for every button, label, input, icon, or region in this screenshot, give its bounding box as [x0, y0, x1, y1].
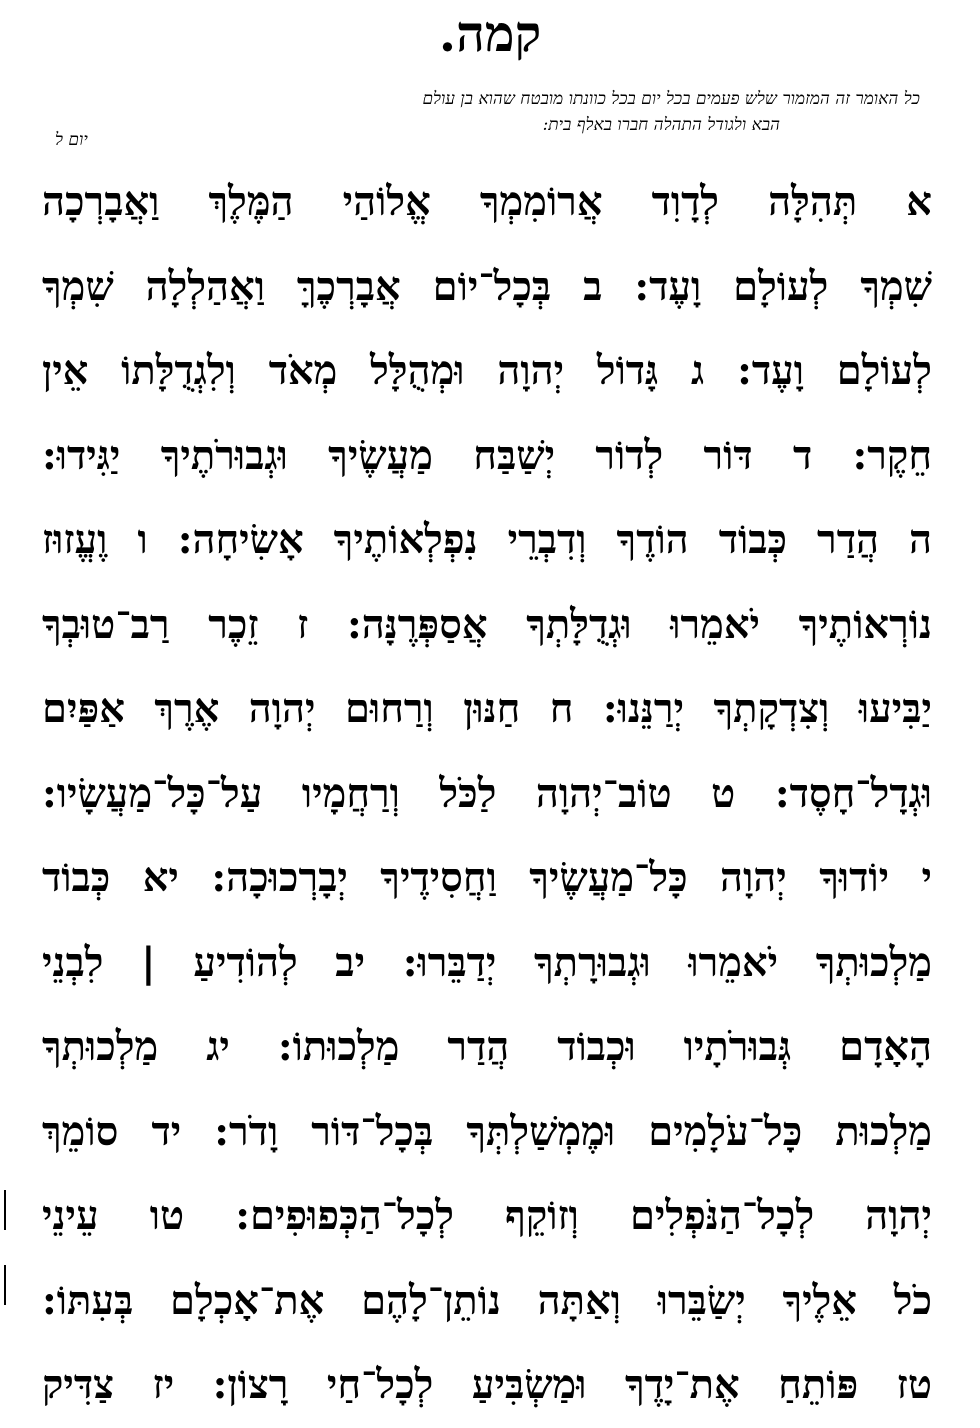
text-line-10: מַלְכוּתְךָ יֹאמֵרוּ וּגְבוּרָתְךָ יְדַבֵּרוּ: יב לְהוֹדִיעַ | לִבְנֵי — [42, 938, 932, 986]
text-line-7: יַבִּיעוּ וְצִדְקָתְךָ יְרַנֵּנוּ: ח חַנּוּן וְרַחוּם יְהוָה אֶרֶךְ אַפַּיִם — [42, 685, 932, 732]
text-line-4: חֵקֶר: ד דּוֹר לְדוֹר יְשַׁבַּח מַעֲשֶׂיךָ וּגְבוּרֹתֶיךָ יַגִּידוּ: — [42, 431, 932, 479]
text-line-11: הָאָדָם גְּבוּרֹתָיו וּכְבוֹד הֲדַר מַלְכוּתוֹ: יג מַלְכוּתְךָ — [42, 1023, 932, 1070]
page-edge-mark — [4, 1190, 20, 1230]
text-line-2: שִׁמְךָ לְעוֹלָם וָעֶד: ב בְּכָל־יוֹם אֲבָרְכֶךָּ וַאֲהַלְלָה שִׁמְךָ — [42, 262, 932, 310]
intro-line-2: הבא ולגודל התהלה חברו באלף בית: — [542, 115, 780, 135]
text-line-13: יְהוָה לְכָל־הַנֹּפְלִים וְזוֹקֵף לְכָל־הַכְּפוּפִים: טו עֵינֵי — [42, 1192, 932, 1239]
text-line-8: וּגְדָל־חָסֶד: ט טוֹב־יְהוָה לַכֹּל וְרַחֲמָיו עַל־כָּל־מַעֲשָׂיו: — [42, 769, 932, 817]
page-edge-mark — [4, 1265, 20, 1305]
psalm-body — [42, 160, 932, 1428]
chapter-title: קמה. — [438, 4, 542, 63]
text-line-9: י יוֹדוּךָ יְהוָה כָּל־מַעֲשֶׂיךָ וַחֲסִידֶיךָ יְבָרְכוּכָה: יא כְּבוֹד — [42, 854, 932, 901]
text-line-14: כֹל אֵלֶיךָ יְשַׂבֵּרוּ וְאַתָּה נוֹתֵן־לָהֶם אֶת־אָכְלָם בְּעִתּוֹ: — [42, 1276, 932, 1324]
text-line-15: טז פּוֹתֵחַ אֶת־יָדֶךָ וּמַשְׂבִּיעַ לְכָל־חַי רָצוֹן: יז צַדִּיק — [42, 1361, 932, 1408]
text-line-12: מַלְכוּת כָּל־עֹלָמִים וּמֶמְשַׁלְתְּךָ בְּכָל־דּוֹר וָדֹר: יד סוֹמֵךְ — [42, 1107, 932, 1155]
text-line-5: ה הֲדַר כְּבוֹד הוֹדֶךָ וְדִבְרֵי נִפְלְאוֹתֶיךָ אָשִׂיחָה: ו וֶעֱזוּז — [42, 516, 932, 563]
intro-note — [40, 86, 920, 138]
day-marker: יום ל — [55, 130, 88, 150]
text-line-3: לְעוֹלָם וָעֶד: ג גָּדוֹל יְהוָה וּמְהֻלָּל מְאֹד וְלִגְדֻלָּתוֹ אֵין — [42, 347, 932, 394]
intro-line-1: כל האומר זה המזמור שלש פעמים בכל יום בכל כוונתו מובטח שהוא בן עולם — [422, 89, 920, 109]
text-line-6: נוֹרְאוֹתֶיךָ יֹאמֵרוּ וּגְדֻלָּתְךָ אֲסַפְּרֶנָּה: ז זֵכֶר רַב־טוּבְךָ — [42, 600, 932, 648]
text-line-1: א תְּהִלָּה לְדָוִד אֲרוֹמִמְךָ אֱלוֹהַי הַמֶּלֶךְ וַאֲבָרְכָה — [42, 178, 932, 225]
